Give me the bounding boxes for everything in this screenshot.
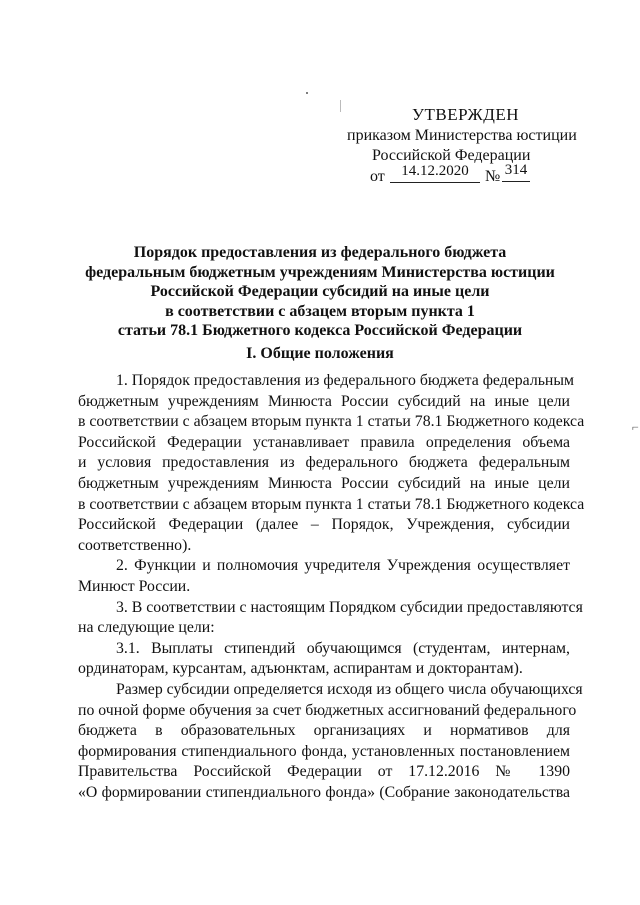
body-line: и условия предоставления из федерального бюджета федеральным: [78, 454, 570, 472]
title-line: федеральным бюджетным учреждениям Министерства юстиции: [85, 263, 555, 281]
approval-date: 14.12.2020: [390, 161, 480, 183]
date-prefix: от: [370, 168, 385, 185]
title-line: статьи 78.1 Бюджетного кодекса Российской Федерации: [117, 322, 523, 339]
document-title: [0, 243, 640, 341]
body-line: бюджета в образовательных организациях и нормативов для: [78, 722, 570, 740]
body-line: Минюст России.: [78, 578, 191, 595]
body-line: 2. Функции и полномочия учредителя Учреждения осуществляет: [116, 557, 570, 575]
section-heading: I. Общие положения: [246, 345, 394, 362]
body-line: Российской Федерации (далее – Порядок, Учреждения, субсидии: [78, 516, 570, 534]
body-line: 1. Порядок предоставления из федерального бюджета федеральным: [116, 372, 574, 389]
scan-mark: [340, 100, 341, 112]
approval-line-order: приказом Министерства юстиции: [347, 127, 577, 144]
scan-speck: [306, 92, 308, 94]
body-line: ординаторам, курсантам, адъюнктам, аспирантам и докторантам).: [78, 660, 523, 678]
body-line: соответственно).: [78, 536, 192, 554]
approval-date-number: [370, 164, 570, 186]
body-line: Правительства Российской Федерации от 17.12.2016 № 1390: [78, 763, 570, 781]
body-line: бюджетным учреждениям Минюста России субсидий на иные цели: [78, 475, 570, 492]
body-line: бюджетным учреждениям Минюста России субсидий на иные цели: [78, 392, 570, 410]
body-line: Российской Федерации устанавливает правила определения объема: [78, 433, 570, 451]
approval-line-country: Российской Федерации: [372, 147, 531, 164]
approval-number: 314: [502, 160, 530, 182]
body-line: в соответствии с абзацем вторым пункта 1 статьи 78.1 Бюджетного кодекса: [78, 495, 585, 513]
approval-heading: УТВЕРЖДЕН: [412, 105, 519, 124]
body-line: «О формировании стипендиального фонда» (Собрание законодательства: [78, 784, 570, 801]
body-line: 3.1. Выплаты стипендий обучающимся (студентам, интернам,: [116, 639, 570, 657]
body-line: по очной форме обучения за счет бюджетных ассигнований федерального: [78, 701, 577, 719]
body-line: 3. В соответствии с настоящим Порядком субсидии предоставляются: [116, 598, 583, 616]
scan-edge-mark: ⌐: [632, 420, 639, 434]
title-line: в соответствии с абзацем вторым пункта 1: [165, 302, 475, 320]
body-line: в соответствии с абзацем вторым пункта 1 статьи 78.1 Бюджетного кодекса: [78, 413, 585, 431]
title-line: Порядок предоставления из федерального бюджета: [133, 244, 507, 261]
number-prefix: №: [485, 168, 501, 185]
body-line: Размер субсидии определяется исходя из общего числа обучающихся: [116, 681, 583, 698]
title-line: Российской Федерации субсидий на иные цели: [150, 283, 490, 300]
body-line: на следующие цели:: [78, 619, 215, 637]
body-line: формирования стипендиального фонда, установленных постановлением: [78, 742, 570, 760]
